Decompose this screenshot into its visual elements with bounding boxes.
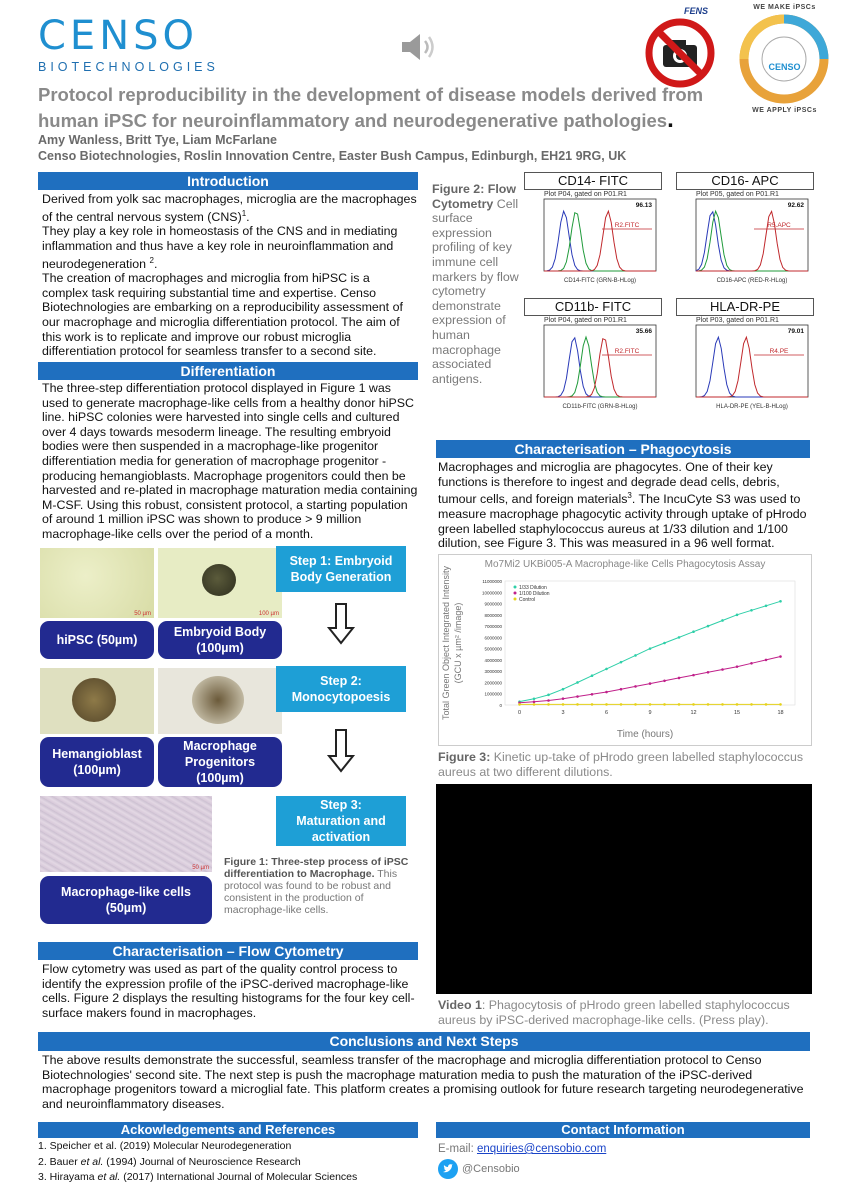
data-point bbox=[620, 688, 623, 691]
data-point bbox=[649, 682, 652, 685]
data-point bbox=[692, 703, 695, 706]
data-point bbox=[533, 701, 536, 704]
reference-2: 2. Bauer et al. (1994) Journal of Neuroscience Research bbox=[38, 1156, 301, 1168]
flow-percent: 79.01 bbox=[787, 328, 804, 335]
data-point bbox=[678, 703, 681, 706]
x-tick-label: 18 bbox=[777, 710, 784, 716]
figure-1-caption: Figure 1: Three-step process of iPSC differentiation to Macrophage. This protocol was found to be robust and consistent in the production of macrophage-like cells. bbox=[224, 856, 409, 916]
data-point bbox=[663, 642, 666, 645]
y-tick-label: 10000000 bbox=[481, 590, 502, 596]
censo-logo bbox=[38, 14, 218, 74]
chart-title: Mo7Mi2 UKBi005-A Macrophage-like Cells Phagocytosis Assay bbox=[484, 559, 766, 570]
figure-3-caption: Figure 3: Kinetic up-take of pHrodo green labelled staphylococcus aureus at two different dilutions. bbox=[438, 750, 804, 779]
down-arrow-icon bbox=[326, 602, 356, 646]
flow-panel-title: CD11b- FITC bbox=[524, 298, 662, 316]
legend-label: 1/100 Dilution bbox=[519, 590, 550, 597]
data-point bbox=[736, 703, 739, 706]
label-hemangioblast: Hemangioblast (100µm) bbox=[40, 737, 154, 787]
y-tick-label: 8000000 bbox=[484, 612, 502, 618]
legend-label: 1/33 Dilution bbox=[519, 584, 547, 591]
data-point bbox=[779, 655, 782, 658]
affiliation: Censo Biotechnologies, Roslin Innovation Centre, Easter Bush Campus, Edinburgh, EH21 9RG, UK bbox=[38, 149, 627, 163]
label-hipsc: hiPSC (50µm) bbox=[40, 621, 154, 659]
flow-cytometry-header: Characterisation – Flow Cytometry bbox=[38, 942, 418, 960]
cycle-bottom-label: WE APPLY iPSCs bbox=[752, 107, 817, 114]
y-tick-label: 0 bbox=[499, 703, 502, 708]
embryoid-body-micrograph bbox=[158, 548, 282, 618]
data-point bbox=[765, 703, 768, 706]
data-point bbox=[547, 699, 550, 702]
data-point bbox=[562, 703, 565, 706]
y-tick-label: 4000000 bbox=[484, 657, 502, 663]
y-tick-label: 1000000 bbox=[484, 691, 502, 697]
phagocytosis-header: Characterisation – Phagocytosis bbox=[436, 440, 810, 458]
differentiation-header: Differentiation bbox=[38, 362, 418, 380]
data-point bbox=[620, 703, 623, 706]
hipsc-micrograph bbox=[40, 548, 154, 618]
flow-panel-title: CD16- APC bbox=[676, 172, 814, 190]
data-point bbox=[721, 619, 724, 622]
data-point bbox=[605, 703, 608, 706]
down-arrow-icon bbox=[326, 728, 356, 774]
label-macrophage: Macrophage-like cells (50µm) bbox=[40, 876, 212, 924]
data-point bbox=[649, 703, 652, 706]
progenitors-micrograph bbox=[158, 668, 282, 734]
data-point bbox=[634, 685, 637, 688]
data-point bbox=[634, 703, 637, 706]
poster-title bbox=[38, 82, 738, 133]
no-camera-icon bbox=[645, 18, 715, 88]
step-1-box: Step 1: Embryoid Body Generation bbox=[276, 546, 406, 592]
data-point bbox=[562, 697, 565, 700]
data-point bbox=[707, 671, 710, 674]
hemangioblast-micrograph bbox=[40, 668, 154, 734]
twitter-icon[interactable] bbox=[438, 1159, 458, 1179]
introduction-text bbox=[42, 192, 418, 359]
references-header: Ackowledgements and References bbox=[38, 1122, 418, 1138]
intro-paragraph-1: Derived from yolk sac macrophages, microglia are the macrophages of the central nervous system (CNS)$^1$. bbox=[42, 192, 417, 224]
data-point bbox=[678, 636, 681, 639]
flow-gate-label: R5.APC bbox=[767, 222, 791, 229]
legend-marker bbox=[514, 598, 517, 601]
step-3-box: Step 3: Maturation and activation bbox=[276, 796, 406, 846]
title-line-1: Protocol reproducibility in the development of disease models derived from bbox=[38, 84, 704, 105]
data-point bbox=[547, 694, 550, 697]
data-point bbox=[750, 662, 753, 665]
data-point bbox=[692, 674, 695, 677]
data-point bbox=[591, 674, 594, 677]
data-point bbox=[750, 609, 753, 612]
phagocytosis-text: Macrophages and microglia are phagocytes. One of their key functions is therefore to ingest and degrade dead cells, debris, tumour cells, and foreign materials$^3$. The IncuCyte S3 was used to measure macrophage phagocytic activity through uptake of pHrodo green labelled staphylococcus aureus at 1/33 dilution and 1/100 dilution, see Figure 3. This was measured in a 96 well format. bbox=[438, 460, 807, 551]
scale-100: 100 µm bbox=[258, 611, 279, 617]
data-point bbox=[605, 668, 608, 671]
flow-cytometry-text: Flow cytometry was used as part of the quality control process to identify the expression profile of the iPSC-derived macrophage-like cells. Figure 2 displays the resulting histograms for the four key cell-surface makers found in macrophages. bbox=[42, 962, 415, 1020]
data-point bbox=[591, 693, 594, 696]
data-point bbox=[576, 703, 579, 706]
data-point bbox=[533, 703, 536, 706]
data-point bbox=[576, 681, 579, 684]
differentiation-text: The three-step differentiation protocol displayed in Figure 1 was used to generate macrophage-like cells from a healthy donor hiPSC line. hiPSC colonies were harvested into single cells and cultured over 4 days towards mesoderm lineage. The resulting embryoid bodies were then suspended in a macrophage-like progenitor differentiation media for generation of macrophage progenitor - producing hemangioblasts. Macrophage progenitors could then be harvested and re-plated in macrophage maturation media containing M-CSF. Using this robust, consistent protocol, a starting population of around 1 million iPSC was shown to produce > 9 million macrophage-like cells over the period of a month. bbox=[42, 381, 418, 541]
phagocytosis-chart bbox=[438, 554, 812, 746]
reference-3: 3. Hirayama et al. (2017) International Journal of Molecular Sciences bbox=[38, 1171, 358, 1183]
cycle-diagram bbox=[732, 4, 837, 124]
legend-marker bbox=[514, 586, 517, 589]
data-point bbox=[562, 688, 565, 691]
scale-50-b: 50 µm bbox=[192, 865, 209, 871]
y-tick-label: 6000000 bbox=[484, 635, 502, 641]
contact-email: E-mail: enquiries@censobio.com bbox=[438, 1143, 607, 1155]
plot-area bbox=[505, 581, 795, 705]
step-2-box: Step 2: Monocytopoesis bbox=[276, 666, 406, 712]
figure-2-caption: Figure 2: Flow Cytometry Cell surface expression profiling of key immune cell markers by flow cytometry demonstrate expression of human macrophage associated antigens. bbox=[432, 182, 519, 386]
data-point bbox=[634, 654, 637, 657]
flow-plot-label: Plot P03, gated on P01.R1 bbox=[696, 317, 779, 324]
x-tick-label: 15 bbox=[733, 710, 741, 716]
flow-histogram bbox=[676, 189, 814, 289]
data-point bbox=[620, 661, 623, 664]
data-point bbox=[692, 630, 695, 633]
data-point bbox=[721, 703, 724, 706]
video-caption: Video 1: Phagocytosis of pHrodo green labelled staphylococcus aureus by iPSC-derived macrophage-like cells. (Press play). bbox=[438, 998, 790, 1027]
y-tick-label: 2000000 bbox=[484, 680, 502, 686]
logo-text: CENSO bbox=[38, 13, 198, 59]
x-tick-label: 3 bbox=[561, 710, 565, 716]
y-tick-label: 7000000 bbox=[484, 624, 502, 630]
legend-marker bbox=[514, 592, 517, 595]
label-progenitors: Macrophage Progenitors (100µm) bbox=[158, 737, 282, 787]
flow-panel-title: CD14- FITC bbox=[524, 172, 662, 190]
flow-percent: 92.62 bbox=[787, 202, 804, 209]
intro-paragraph-2: They play a key role in homeostasis of the CNS and in mediating inflammation and thus have a key role in neuroinflammation and neurodegeneration $^2$. bbox=[42, 224, 398, 271]
macrophage-micrograph bbox=[40, 796, 212, 872]
data-point bbox=[663, 679, 666, 682]
flow-panel-title: HLA-DR-PE bbox=[676, 298, 814, 316]
flow-plot-label: Plot P04, gated on P01.R1 bbox=[544, 317, 627, 324]
flow-axis-label: CD14-FITC (GRN-B-HLog) bbox=[563, 278, 637, 284]
flow-plot-label: Plot P05, gated on P01.R1 bbox=[696, 191, 779, 198]
flow-percent: 35.66 bbox=[635, 328, 652, 335]
y-axis-label-units: (GCU x µm² /image) bbox=[453, 602, 463, 684]
data-point bbox=[779, 703, 782, 706]
y-tick-label: 11000000 bbox=[482, 579, 502, 584]
flow-axis-label: CD11b-FITC (GRN-B-HLog) bbox=[562, 404, 638, 410]
data-point bbox=[765, 659, 768, 662]
data-point bbox=[591, 703, 594, 706]
data-point bbox=[576, 695, 579, 698]
data-point bbox=[765, 605, 768, 608]
scale-50: 50 µm bbox=[134, 611, 151, 617]
label-embryoid-body: Embryoid Body (100µm) bbox=[158, 621, 282, 659]
x-axis-label: Time (hours) bbox=[616, 729, 674, 740]
conclusions-header: Conclusions and Next Steps bbox=[38, 1032, 810, 1051]
data-point bbox=[663, 703, 666, 706]
data-point bbox=[547, 703, 550, 706]
introduction-header: Introduction bbox=[38, 172, 418, 190]
data-point bbox=[736, 614, 739, 617]
flow-histogram bbox=[524, 315, 662, 415]
twitter-handle[interactable]: @Censobio bbox=[462, 1163, 520, 1175]
flow-gate-label: R2.FITC bbox=[614, 222, 640, 229]
y-tick-label: 9000000 bbox=[484, 601, 502, 607]
data-point bbox=[678, 677, 681, 680]
data-point bbox=[533, 698, 536, 701]
title-line-2: human iPSC for neuroinflammatory and neurodegenerative pathologies bbox=[38, 110, 668, 131]
data-point bbox=[721, 668, 724, 671]
data-point bbox=[779, 600, 782, 603]
contact-header: Contact Information bbox=[436, 1122, 810, 1138]
reference-1: 1. Speicher et al. (2019) Molecular Neurodegeneration bbox=[38, 1140, 292, 1152]
data-point bbox=[605, 691, 608, 694]
flow-gate-label: R4.PE bbox=[769, 348, 789, 355]
cycle-center-label: CENSO bbox=[768, 62, 801, 72]
y-tick-label: 3000000 bbox=[484, 669, 502, 675]
data-point bbox=[518, 703, 521, 706]
speaker-icon[interactable] bbox=[398, 30, 438, 64]
conclusions-text: The above results demonstrate the successful, seamless transfer of the macrophage and microglia differentiation protocol to Censo Biotechnologies' second site. The next step is push the macrophage maturation media to push the maturation of the iPSC-derived macrophage progenitors toward a microglial fate. This platform creates a promising outlook for future research targeting neurodegenerative and neuroinflammatory diseases. bbox=[42, 1053, 804, 1111]
legend-label: Control bbox=[519, 596, 536, 603]
x-tick-label: 12 bbox=[690, 710, 697, 716]
data-point bbox=[707, 703, 710, 706]
video-player[interactable] bbox=[436, 784, 812, 994]
email-link[interactable]: enquiries@censobio.com bbox=[476, 1143, 607, 1155]
data-point bbox=[649, 647, 652, 650]
flow-axis-label: CD16-APC (RED-R-HLog) bbox=[716, 278, 788, 284]
authors: Amy Wanless, Britt Tye, Liam McFarlane bbox=[38, 133, 277, 147]
x-tick-label: 0 bbox=[517, 710, 522, 716]
y-axis-label: Total Green Object Integrated Intensity bbox=[441, 565, 451, 721]
x-tick-label: 9 bbox=[648, 710, 652, 716]
data-point bbox=[707, 625, 710, 628]
flow-axis-label: HLA-DR-PE (YEL-B-HLog) bbox=[716, 404, 788, 410]
title-period: . bbox=[667, 106, 674, 133]
fens-label: FENS bbox=[684, 6, 709, 16]
x-tick-label: 6 bbox=[604, 710, 609, 716]
flow-percent: 96.13 bbox=[635, 202, 652, 209]
cycle-top-label: WE MAKE iPSCs bbox=[753, 4, 816, 11]
intro-paragraph-3: The creation of macrophages and microglia from hiPSC is a complex task requiring substantial time and expertise. Censo Biotechnologies are embarking on a reproducibility assessment of our macrophage and microglia differentiation protocol. The aim of this work is to replicate and improve our robust microglia differentiation protocol for seamless transfer to a second site. bbox=[42, 271, 403, 359]
flow-gate-label: R2.FITC bbox=[614, 348, 640, 355]
flow-plot-label: Plot P04, gated on P01.R1 bbox=[544, 191, 627, 198]
data-point bbox=[736, 665, 739, 668]
flow-histogram bbox=[524, 189, 662, 289]
data-point bbox=[750, 703, 753, 706]
logo-subtext: BIOTECHNOLOGIES bbox=[38, 60, 219, 74]
y-tick-label: 5000000 bbox=[484, 646, 502, 652]
cycle-ring-icon bbox=[732, 11, 837, 107]
flow-histogram bbox=[676, 315, 814, 415]
